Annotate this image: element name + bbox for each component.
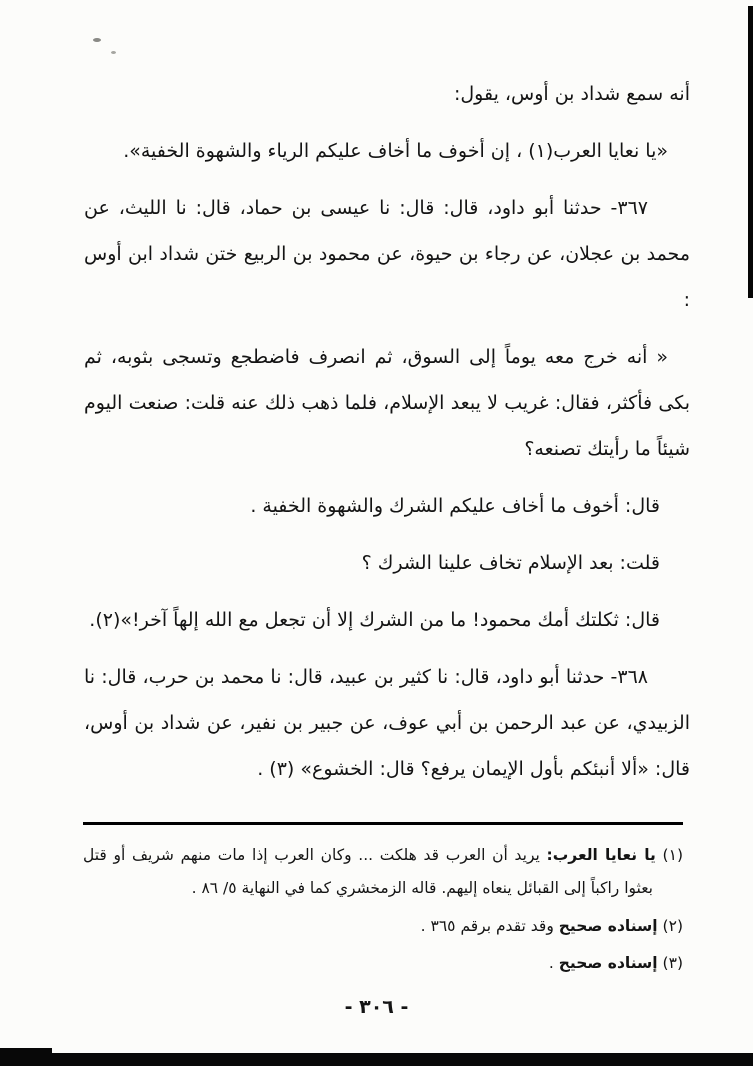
scan-speck xyxy=(111,51,116,54)
page-number: - ٣٠٦ - xyxy=(344,996,409,1018)
footnote-1-marker: (١) xyxy=(662,846,683,864)
footnote-3-term: إسناده صحيح xyxy=(558,953,658,972)
paragraph-isnad-368: ٣٦٨- حدثنا أبو داود، قال: نا كثير بن عبيد، قال: نا محمد بن حرب، قال: نا الزبيدي، عن عبد الرحمن بن أبي عوف، عن جبير بن نفير، عن شداد بن أوس، قال: «ألا أنبئكم بأول الإيمان يرفع؟ قال: الخشوع» (٣) . xyxy=(84,665,690,780)
paragraph-qala-1: قال: أخوف ما أخاف عليكم الشرك والشهوة الخفية . xyxy=(250,494,660,517)
footnote-3 xyxy=(83,947,683,980)
footnote-3-marker: (٣) xyxy=(662,953,683,972)
paragraph-hadith-quote: «يا نعايا العرب(١) ، إن أخوف ما أخاف عليكم الرياء والشهوة الخفية». xyxy=(123,139,668,162)
footnote-2 xyxy=(83,910,683,943)
footnote-1-term: يا نعايا العرب: xyxy=(546,846,656,864)
paragraph-qala-2: قال: ثكلتك أمك محمود! ما من الشرك إلا أن تجعل مع الله إلهاً آخر!»(٢). xyxy=(89,608,660,631)
footnote-separator-rule xyxy=(83,822,683,825)
scan-artifact-bottom-left xyxy=(0,1048,52,1055)
scan-artifact-right-edge xyxy=(748,6,753,298)
paragraph-qultu: قلت: بعد الإسلام تخاف علينا الشرك ؟ xyxy=(361,551,660,574)
paragraph-intro: أنه سمع شداد بن أوس، يقول: xyxy=(453,83,690,105)
footnote-1-text: يريد أن العرب قد هلكت ... وكان العرب إذا مات منهم شريف أو قتل بعثوا راكباً إلى القبائل ينعاه إليهم. قاله الزمخشري كما في النهاية ٥/ ٨٦ . xyxy=(83,846,653,898)
footnote-2-term: إسناده صحيح xyxy=(558,916,658,935)
scan-artifact-bottom-edge xyxy=(0,1053,753,1066)
footnote-2-text: وقد تقدم برقم ٣٦٥ . xyxy=(420,916,554,935)
footnote-2-marker: (٢) xyxy=(662,916,683,935)
footnote-1 xyxy=(83,839,683,906)
main-text-block xyxy=(84,72,690,804)
paragraph-isnad-367: ٣٦٧- حدثنا أبو داود، قال: قال: نا عيسى بن حماد، قال: نا الليث، عن محمد بن عجلان، عن رجاء بن حيوة، عن محمود بن الربيع ختن شداد ابن أوس : xyxy=(84,196,690,311)
footnote-3-text: . xyxy=(548,953,554,972)
footnotes-section xyxy=(83,822,683,984)
scan-speck xyxy=(93,38,101,42)
paragraph-narration: « أنه خرج معه يوماً إلى السوق، ثم انصرف فاضطجع وتسجى بثوبه، ثم بكى فأكثر، فقال: غريب لا يبعد الإسلام، فلما ذهب ذلك عنه قلت: صنعت اليوم شيئاً ما رأيتك تصنعه؟ xyxy=(84,345,690,460)
